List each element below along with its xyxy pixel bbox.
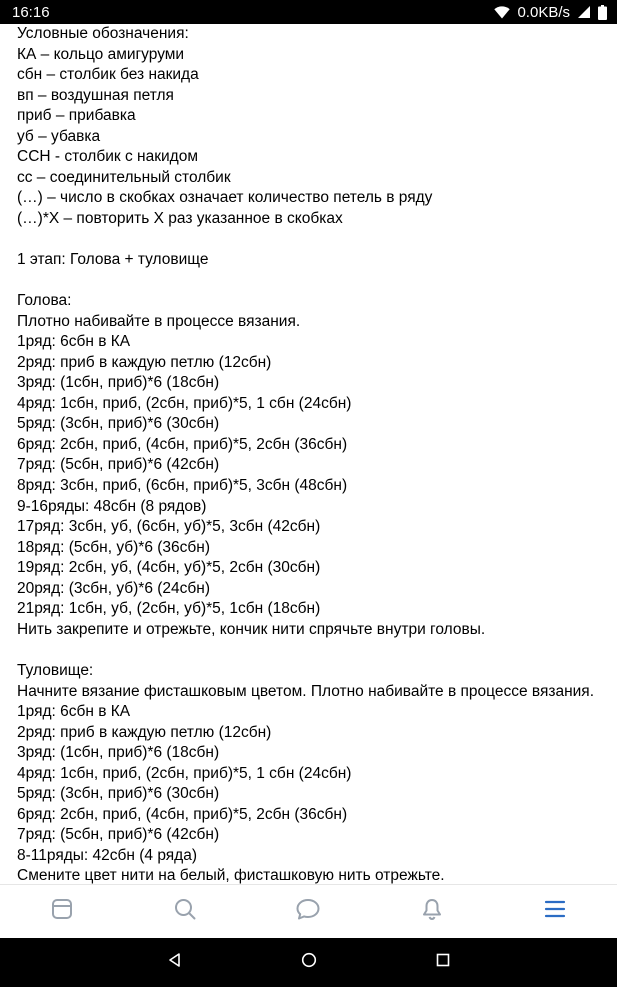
nav-notifications[interactable] <box>402 885 462 939</box>
text-line: 8ряд: 3сбн, приб, (6сбн, приб)*5, 3сбн (48сбн) <box>17 477 348 495</box>
notifications-icon <box>420 897 444 926</box>
text-line: 4ряд: 1сбн, приб, (2сбн, приб)*5, 1 сбн (24сбн) <box>17 764 352 782</box>
text-line: Начните вязание фисташковым цветом. Плотно набивайте в процессе вязания. <box>17 682 595 700</box>
status-indicators <box>494 4 607 21</box>
status-time: 16:16 <box>12 3 50 21</box>
text-line: 9-16ряды: 48сбн (8 рядов) <box>17 497 207 515</box>
text-line: 19ряд: 2сбн, уб, (4сбн, уб)*5, 2сбн (30сбн) <box>17 559 321 577</box>
text-line: 1ряд: 6сбн в КА <box>17 333 131 351</box>
signal-icon <box>577 5 591 19</box>
text-line: Смените цвет нити на белый, фисташковую нить отрежьте. <box>17 867 445 884</box>
nav-news[interactable] <box>32 885 92 939</box>
back-icon <box>167 952 183 973</box>
text-line: 1 этап: Голова + туловище <box>17 251 209 269</box>
post-text <box>0 24 617 884</box>
blank-line <box>17 271 617 292</box>
text-line: Условные обозначения: <box>17 25 189 42</box>
text-line: 17ряд: 3сбн, уб, (6сбн, уб)*5, 3сбн (42сбн) <box>17 518 321 536</box>
text-line: 3ряд: (1сбн, приб)*6 (18сбн) <box>17 374 220 392</box>
nav-menu[interactable] <box>525 885 585 939</box>
status-bar <box>0 0 617 24</box>
text-line: 8-11ряды: 42сбн (4 ряда) <box>17 846 197 864</box>
recents-button[interactable] <box>431 951 455 975</box>
back-button[interactable] <box>163 951 187 975</box>
network-speed: 0.0KB/s <box>517 3 570 21</box>
text-line: 6ряд: 2сбн, приб, (4сбн, приб)*5, 2сбн (36сбн) <box>17 435 348 453</box>
text-line: 4ряд: 1сбн, приб, (2сбн, приб)*5, 1 сбн (24сбн) <box>17 394 352 412</box>
menu-icon <box>543 897 567 926</box>
wifi-icon <box>494 6 510 19</box>
text-line: уб – убавка <box>17 127 101 145</box>
text-line: 21ряд: 1сбн, уб, (2сбн, уб)*5, 1сбн (18сбн) <box>17 600 321 618</box>
text-line: ССН - столбик с накидом <box>17 148 198 166</box>
text-line: 20ряд: (3сбн, уб)*6 (24сбн) <box>17 579 210 597</box>
messages-icon <box>295 897 321 926</box>
text-line: 1ряд: 6сбн в КА <box>17 703 131 721</box>
recents-icon <box>436 953 450 972</box>
news-icon <box>50 897 74 926</box>
text-line: 7ряд: (5сбн, приб)*6 (42сбн) <box>17 456 220 474</box>
text-line: 5ряд: (3сбн, приб)*6 (30сбн) <box>17 785 220 803</box>
text-line: 18ряд: (5сбн, уб)*6 (36сбн) <box>17 538 210 556</box>
home-button[interactable] <box>297 951 321 975</box>
home-icon <box>301 952 317 973</box>
nav-search[interactable] <box>155 885 215 939</box>
text-line: 5ряд: (3сбн, приб)*6 (30сбн) <box>17 415 220 433</box>
text-line: сс – соединительный столбик <box>17 168 231 186</box>
text-line: Туловище: <box>17 661 94 679</box>
blank-line <box>17 229 617 250</box>
battery-icon <box>598 5 607 20</box>
bottom-nav <box>0 884 617 938</box>
text-line: 7ряд: (5сбн, приб)*6 (42сбн) <box>17 826 220 844</box>
text-line: Нить закрепите и отрежьте, кончик нити спрячьте внутри головы. <box>17 620 486 638</box>
nav-messages[interactable] <box>278 885 338 939</box>
text-line: КА – кольцо амигуруми <box>17 45 185 63</box>
text-line: 3ряд: (1сбн, приб)*6 (18сбн) <box>17 744 220 762</box>
text-line: приб – прибавка <box>17 107 136 125</box>
blank-line <box>17 640 617 661</box>
text-line: 2ряд: приб в каждую петлю (12сбн) <box>17 353 272 371</box>
text-line: сбн – столбик без накида <box>17 66 199 84</box>
text-line: вп – воздушная петля <box>17 86 174 104</box>
text-line: Голова: <box>17 292 72 310</box>
search-icon <box>173 897 197 926</box>
text-line: 2ряд: приб в каждую петлю (12сбн) <box>17 723 272 741</box>
text-line: (…) – число в скобках означает количество петель в ряду <box>17 189 433 207</box>
text-line: 6ряд: 2сбн, приб, (4сбн, приб)*5, 2сбн (36сбн) <box>17 805 348 823</box>
text-line: Плотно набивайте в процессе вязания. <box>17 312 301 330</box>
text-line: (…)*Х – повторить Х раз указанное в скобках <box>17 209 343 227</box>
android-navigation-bar <box>0 938 617 987</box>
